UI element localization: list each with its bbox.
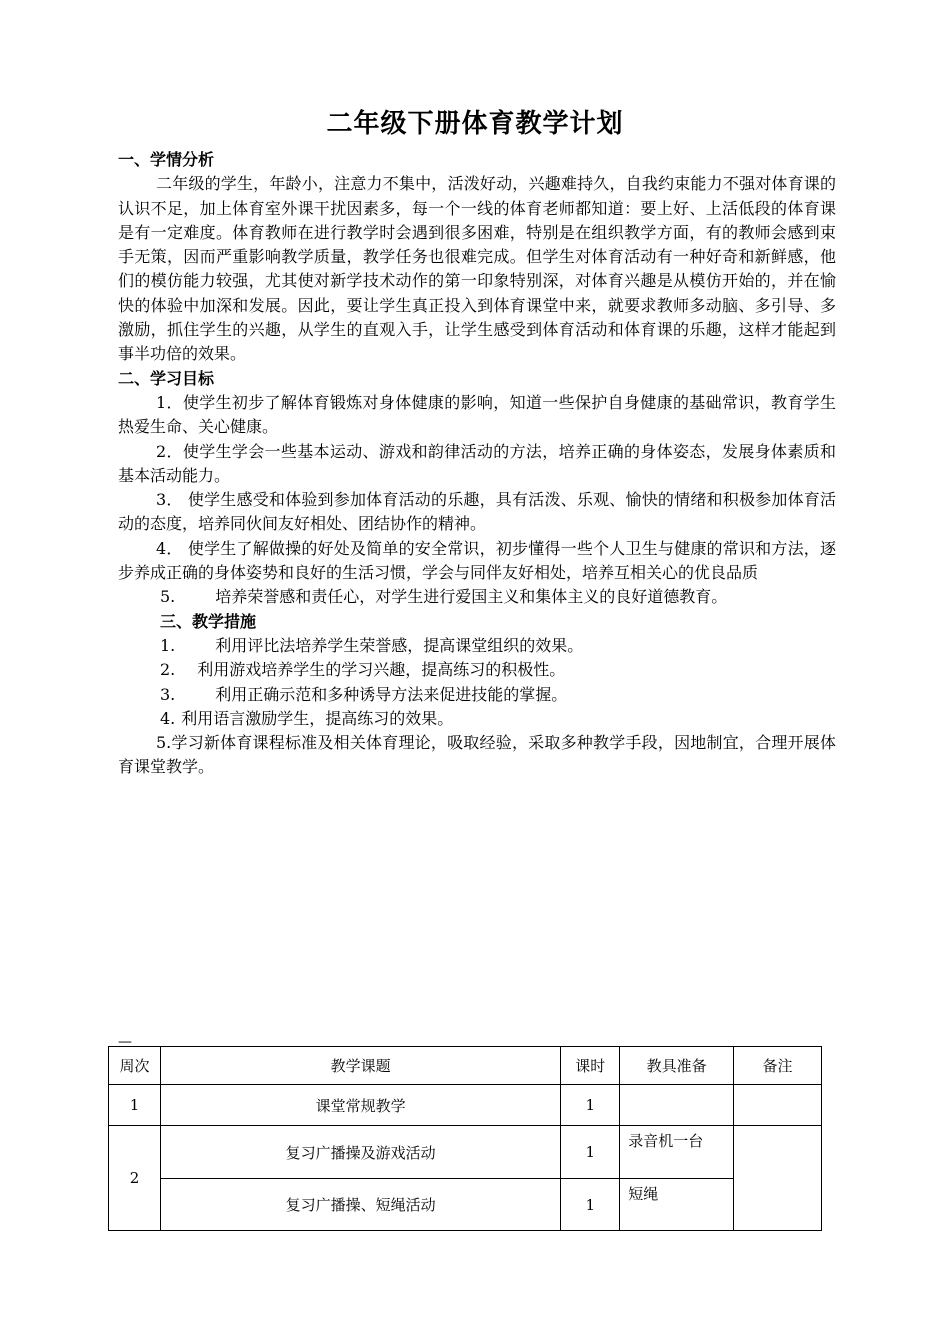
table-row	[109, 1126, 822, 1179]
goal-item-4: 4． 使学生了解做操的好处及简单的安全常识，初步懂得一些个人卫生与健康的常识和方法，逐步养成正确的身体姿势和良好的生活习惯，学会与同伴友好相处，培养互相关心的优良品质	[118, 538, 836, 583]
measure-item-3	[118, 683, 836, 707]
section-heading-analysis: 一、学情分析	[118, 150, 215, 169]
cell-tools: 短绳	[620, 1179, 734, 1231]
goal-item-3: 3． 使学生感受和体验到参加体育活动的乐趣，具有活泼、乐观、愉快的情绪和积极参加体育活动的态度，培养同伙间友好相处、团结协作的精神。	[118, 490, 836, 534]
measure-item-4-number: 4.	[160, 708, 176, 728]
cell-topic: 课堂常规教学	[160, 1085, 560, 1126]
separator-mark: —	[118, 1034, 132, 1050]
measure-item-2-number: 2.	[160, 660, 176, 680]
goal-item-2: 2．使学生学会一些基本运动、游戏和韵律活动的方法，培养正确的身体姿态，发展身体素质和基本活动能力。	[118, 441, 836, 485]
measure-item-2	[118, 658, 836, 682]
header-topic: 教学课题	[160, 1047, 560, 1085]
measure-item-3-number: 3.	[160, 684, 176, 704]
measure-item-1-text: 利用评比法培养学生荣誉感，提高课堂组织的效果。	[215, 635, 584, 655]
cell-topic: 复习广播操及游戏活动	[160, 1126, 560, 1179]
header-hours: 课时	[561, 1047, 620, 1085]
cell-note	[734, 1126, 822, 1231]
measure-item-2-text: 利用游戏培养学生的学习兴趣，提高练习的积极性。	[197, 660, 566, 680]
cell-hours: 1	[561, 1179, 620, 1231]
document-title: 二年级下册体育教学计划	[326, 109, 624, 139]
goal-item-5-number: 5.	[160, 587, 176, 607]
cell-tools	[620, 1085, 734, 1126]
cell-topic: 复习广播操、短绳活动	[160, 1179, 560, 1231]
goal-item-5	[118, 585, 836, 609]
analysis-paragraph: 二年级的学生，年龄小，注意力不集中，活泼好动，兴趣难持久，自我约束能力不强对体育课的认识不足，加上体育室外课干扰因素多，每一个一线的体育老师都知道：要上好、上活低段的体育课是有一定难度。体育教师在进行教学时会遇到很多困难，特别是在组织教学方面，有的教师会感到束手无策，因而严重影响教学质量，教学任务也很难完成。但学生对体育活动有一种好奇和新鲜感，他们的模仿能力较强，尤其使对新学技术动作的第一印象特别深，对体育兴趣是从模仿开始的，并在愉快的体验中加深和发展。因此，要让学生真正投入到体育课堂中来，就要求教师多动脑、多引导、多激励，抓住学生的兴趣，从学生的直观入手，让学生感受到体育活动和体育课的乐趣，这样才能起到事半功倍的效果。	[118, 174, 836, 364]
measure-item-4	[118, 707, 836, 731]
section-heading-measures: 三、教学措施	[160, 611, 257, 631]
table-row	[109, 1085, 822, 1126]
cell-tools: 录音机一台	[620, 1126, 734, 1179]
section-heading-goals: 二、学习目标	[118, 368, 215, 388]
cell-week: 1	[109, 1085, 161, 1126]
cell-note	[734, 1085, 822, 1126]
table-row	[109, 1179, 822, 1231]
header-week: 周次	[109, 1047, 161, 1085]
header-tools: 教具准备	[620, 1047, 734, 1085]
goal-item-1: 1．使学生初步了解体育锻炼对身体健康的影响，知道一些保护自身健康的基础常识，教育学生热爱生命、关心健康。	[118, 392, 836, 437]
cell-week: 2	[109, 1126, 161, 1231]
cell-hours: 1	[561, 1085, 620, 1126]
table-header-row	[109, 1047, 822, 1085]
goal-item-5-text: 培养荣誉感和责任心，对学生进行爱国主义和集体主义的良好道德教育。	[215, 587, 728, 607]
document-body	[118, 148, 836, 780]
measure-item-5: 5.学习新体育课程标准及相关体育理论，吸取经验，采取多种教学手段，因地制宜，合理开展体育课堂教学。	[118, 733, 836, 777]
measure-item-1	[118, 634, 836, 658]
schedule-table	[108, 1046, 822, 1231]
measure-item-1-number: 1.	[160, 635, 176, 655]
header-note: 备注	[734, 1047, 822, 1085]
measure-item-3-text: 利用正确示范和多种诱导方法来促进技能的掌握。	[215, 684, 568, 704]
cell-hours: 1	[561, 1126, 620, 1179]
measure-item-4-text: 利用语言激励学生，提高练习的效果。	[181, 708, 454, 728]
